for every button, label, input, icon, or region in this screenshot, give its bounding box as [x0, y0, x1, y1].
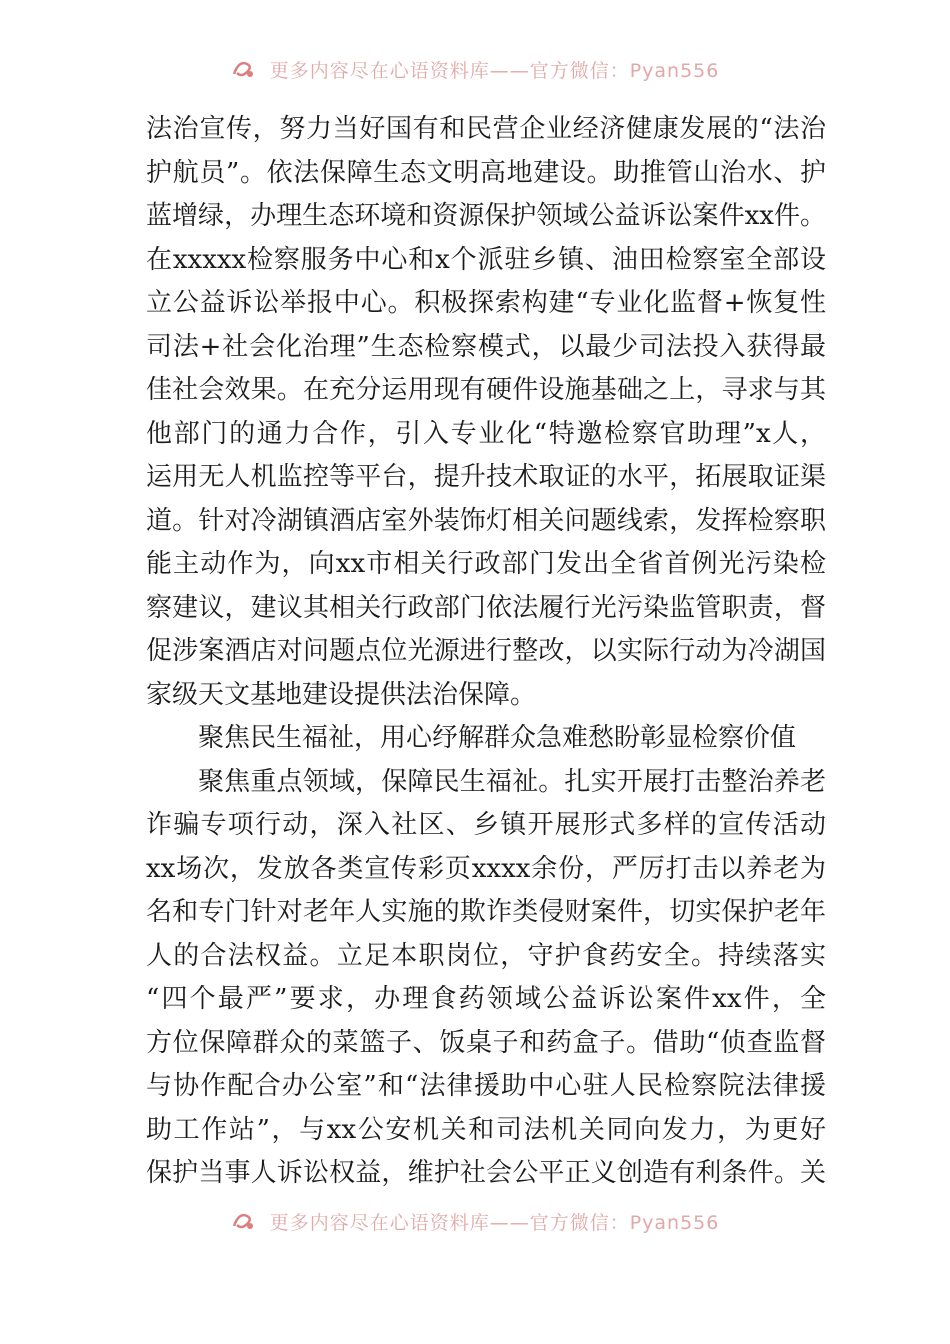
paragraph-2 — [146, 761, 826, 1196]
text-line: 能主动作为，向xx市相关行政部门发出全省首例光污染检 — [146, 549, 826, 579]
watermark-logo-icon — [231, 58, 257, 85]
text-line: 促涉案酒店对问题点位光源进行整改，以实际行动为冷湖国 — [146, 636, 826, 666]
text-line: 在xxxxx检察服务中心和x个派驻乡镇、油田检察室全部设 — [146, 244, 826, 275]
text-line: 人的合法权益。立足本职岗位，守护食药安全。持续落实 — [146, 940, 826, 971]
text-line: 方位保障群众的菜篮子、饭桌子和药盒子。借助“侦查监督 — [146, 1027, 826, 1058]
section-heading: 聚焦民生福祉，用心纾解群众急难愁盼彰显检察价值 — [198, 723, 797, 753]
text-line: 他部门的通力合作，引入专业化“特邀检察官助理”x人， — [146, 418, 826, 449]
text-line: 佳社会效果。在充分运用现有硬件设施基础之上，寻求与其 — [146, 375, 826, 405]
text-line: 与协作配合办公室”和“法律援助中心驻人民检察院法律援 — [146, 1071, 826, 1101]
text-line: xx场次，发放各类宣传彩页xxxx余份，严厉打击以养老为 — [146, 853, 826, 884]
text-line: 保护当事人诉讼权益，维护社会公平正义创造有利条件。关 — [146, 1158, 826, 1188]
text-line: 察建议，建议其相关行政部门依法履行光污染监管职责，督 — [146, 592, 826, 623]
document-body — [146, 108, 826, 1196]
text-line: 立公益诉讼举报中心。积极探索构建“专业化监督+恢复性 — [146, 288, 826, 318]
watermark-header — [0, 56, 950, 85]
watermark-logo-icon — [231, 1210, 257, 1237]
text-line: 运用无人机监控等平台，提升技术取证的水平，拓展取证渠 — [146, 462, 826, 492]
text-line: 法治宣传，努力当好国有和民营企业经济健康发展的“法治 — [146, 114, 826, 144]
watermark-text: 更多内容尽在心语资料库——官方微信：Pyan556 — [269, 1212, 720, 1234]
text-line: 家级天文基地建设提供法治保障。 — [146, 679, 537, 710]
text-line: 助工作站”，与xx公安机关和司法机关同向发力，为更好 — [146, 1114, 826, 1145]
watermark-footer — [0, 1208, 950, 1237]
text-line: 聚焦重点领域，保障民生福祉。扎实开展打击整治养老 — [198, 766, 826, 797]
text-line: 诈骗专项行动，深入社区、乡镇开展形式多样的宣传活动 — [146, 810, 826, 840]
watermark-text: 更多内容尽在心语资料库——官方微信：Pyan556 — [269, 60, 720, 82]
text-line: 名和专门针对老年人实施的欺诈类侵财案件，切实保护老年 — [146, 897, 826, 927]
text-line: 护航员”。依法保障生态文明高地建设。助推管山治水、护 — [146, 157, 826, 188]
text-line: 蓝增绿，办理生态环境和资源保护领域公益诉讼案件xx件。 — [146, 201, 826, 231]
text-line: 道。针对冷湖镇酒店室外装饰灯相关问题线索，发挥检察职 — [146, 505, 826, 536]
text-line: 司法+社会化治理”生态检察模式，以最少司法投入获得最 — [146, 331, 826, 362]
text-line: “四个最严”要求，办理食药领域公益诉讼案件xx件，全 — [146, 984, 826, 1014]
paragraph-1 — [146, 108, 826, 717]
